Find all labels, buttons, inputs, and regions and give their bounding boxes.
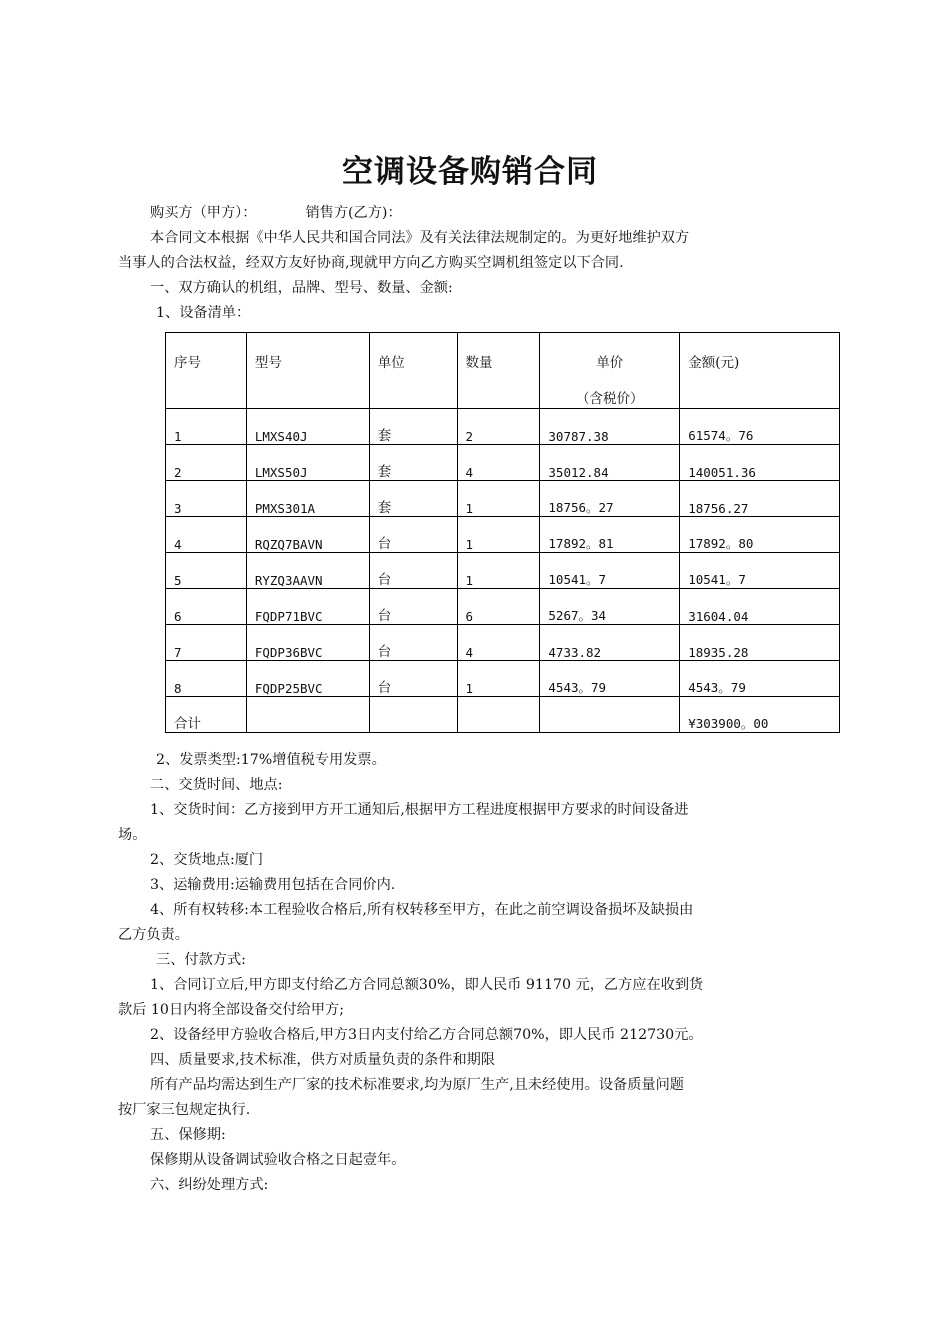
- header-amount: 金额(元): [680, 333, 840, 409]
- table-row: [166, 481, 840, 517]
- cell-quantity: 1: [457, 553, 540, 589]
- header-unit: 单位: [369, 333, 457, 409]
- cell-quantity: 1: [457, 517, 540, 553]
- cell-index: 7: [166, 625, 247, 661]
- quality-text: 所有产品均需达到生产厂家的技术标准要求,均为原厂生产,且未经使用。设备质量问题: [150, 1077, 684, 1093]
- cell-model: PMXS301A: [246, 481, 369, 517]
- empty-cell: [457, 697, 540, 733]
- cell-amount: 4543。79: [680, 661, 840, 697]
- header-unit-price: [540, 333, 680, 409]
- ownership-transfer-cont: 乙方负责。: [118, 927, 189, 943]
- section-6-heading: 六、纠纷处理方式:: [150, 1177, 269, 1193]
- table-row: [166, 661, 840, 697]
- cell-model: FQDP71BVC: [246, 589, 369, 625]
- cell-unit: 台: [369, 589, 457, 625]
- cell-index: 3: [166, 481, 247, 517]
- table-row: [166, 589, 840, 625]
- seller-label: 销售方(乙方)：: [305, 205, 402, 221]
- cell-amount: 18935.28: [680, 625, 840, 661]
- cell-unit: 套: [369, 409, 457, 445]
- cell-unit: 台: [369, 625, 457, 661]
- cell-amount: 10541。7: [680, 553, 840, 589]
- invoice-type: 2、发票类型:17%增值税专用发票。: [156, 752, 386, 768]
- cell-model: RQZQ7BAVN: [246, 517, 369, 553]
- quality-text-cont: 按厂家三包规定执行.: [118, 1102, 251, 1118]
- section-3-heading: 三、付款方式:: [156, 952, 246, 968]
- equipment-table: [165, 332, 840, 733]
- cell-unit: 台: [369, 553, 457, 589]
- cell-unit: 套: [369, 445, 457, 481]
- table-header-row: [166, 333, 840, 409]
- cell-unit-price: 4733.82: [540, 625, 680, 661]
- cell-amount: 31604.04: [680, 589, 840, 625]
- cell-unit: 套: [369, 481, 457, 517]
- cell-unit-price: 30787.38: [540, 409, 680, 445]
- cell-quantity: 4: [457, 445, 540, 481]
- empty-cell: [540, 697, 680, 733]
- section-2-heading: 二、交货时间、地点:: [150, 777, 283, 793]
- cell-index: 2: [166, 445, 247, 481]
- cell-model: FQDP25BVC: [246, 661, 369, 697]
- warranty-text: 保修期从设备调试验收合格之日起壹年。: [150, 1152, 406, 1168]
- cell-index: 8: [166, 661, 247, 697]
- cell-unit-price: 5267。34: [540, 589, 680, 625]
- equipment-list-heading: 1、设备清单：: [156, 305, 251, 321]
- cell-quantity: 1: [457, 481, 540, 517]
- cell-unit: 台: [369, 517, 457, 553]
- ownership-transfer: 4、所有权转移:本工程验收合格后,所有权转移至甲方，在此之前空调设备损坏及缺损由: [150, 902, 694, 918]
- payment-2: 2、设备经甲方验收合格后,甲方3日内支付给乙方合同总额70%，即人民币 212730元。: [150, 1027, 703, 1043]
- cell-unit: 台: [369, 661, 457, 697]
- table-row: [166, 553, 840, 589]
- table-row: [166, 409, 840, 445]
- header-index: 序号: [166, 333, 247, 409]
- cell-quantity: 2: [457, 409, 540, 445]
- cell-model: FQDP36BVC: [246, 625, 369, 661]
- empty-cell: [246, 697, 369, 733]
- buyer-label: 购买方（甲方）：: [150, 205, 257, 221]
- delivery-place: 2、交货地点:厦门: [150, 852, 264, 868]
- delivery-time-cont: 场。: [118, 827, 147, 843]
- cell-index: 1: [166, 409, 247, 445]
- intro-line-1: 本合同文本根据《中华人民共和国合同法》及有关法律法规制定的。为更好地维护双方: [150, 230, 690, 246]
- cell-unit-price: 18756。27: [540, 481, 680, 517]
- cell-unit-price: 17892。81: [540, 517, 680, 553]
- cell-quantity: 4: [457, 625, 540, 661]
- cell-index: 5: [166, 553, 247, 589]
- cell-model: RYZQ3AAVN: [246, 553, 369, 589]
- table-total-row: [166, 697, 840, 733]
- cell-model: LMXS40J: [246, 409, 369, 445]
- section-5-heading: 五、保修期:: [150, 1127, 226, 1143]
- cell-amount: 17892。80: [680, 517, 840, 553]
- table-row: [166, 517, 840, 553]
- parties-line: [150, 203, 402, 223]
- section-4-heading: 四、质量要求,技术标准，供方对质量负责的条件和期限: [150, 1052, 496, 1068]
- total-value: ¥303900。00: [680, 697, 840, 733]
- empty-cell: [369, 697, 457, 733]
- header-model: 型号: [246, 333, 369, 409]
- table-row: [166, 625, 840, 661]
- cell-unit-price: 10541。7: [540, 553, 680, 589]
- cell-model: LMXS50J: [246, 445, 369, 481]
- cell-unit-price: 4543。79: [540, 661, 680, 697]
- payment-1: 1、合同订立后,甲方即支付给乙方合同总额30%，即人民币 91170 元，乙方应在收到货: [150, 977, 704, 993]
- payment-1-cont: 款后 10日内将全部设备交付给甲方;: [118, 1002, 344, 1018]
- cell-unit-price: 35012.84: [540, 445, 680, 481]
- delivery-time: 1、交货时间：乙方接到甲方开工通知后,根据甲方工程进度根据甲方要求的时间设备进: [150, 802, 689, 818]
- cell-amount: 140051.36: [680, 445, 840, 481]
- total-label: 合计: [166, 697, 247, 733]
- header-quantity: 数量: [457, 333, 540, 409]
- cell-quantity: 1: [457, 661, 540, 697]
- document-title: 空调设备购销合同: [342, 154, 598, 190]
- header-unit-price-label: 单价: [596, 355, 624, 371]
- cell-amount: 61574。76: [680, 409, 840, 445]
- section-1-heading: 一、双方确认的机组，品牌、型号、数量、金额:: [150, 280, 453, 296]
- transport-cost: 3、运输费用:运输费用包括在合同价内.: [150, 877, 396, 893]
- header-unit-price-note: （含税价）: [576, 391, 644, 407]
- table-row: [166, 445, 840, 481]
- cell-quantity: 6: [457, 589, 540, 625]
- intro-line-2: 当事人的合法权益，经双方友好协商,现就甲方向乙方购买空调机组签定以下合同.: [118, 255, 624, 271]
- cell-index: 4: [166, 517, 247, 553]
- cell-amount: 18756.27: [680, 481, 840, 517]
- cell-index: 6: [166, 589, 247, 625]
